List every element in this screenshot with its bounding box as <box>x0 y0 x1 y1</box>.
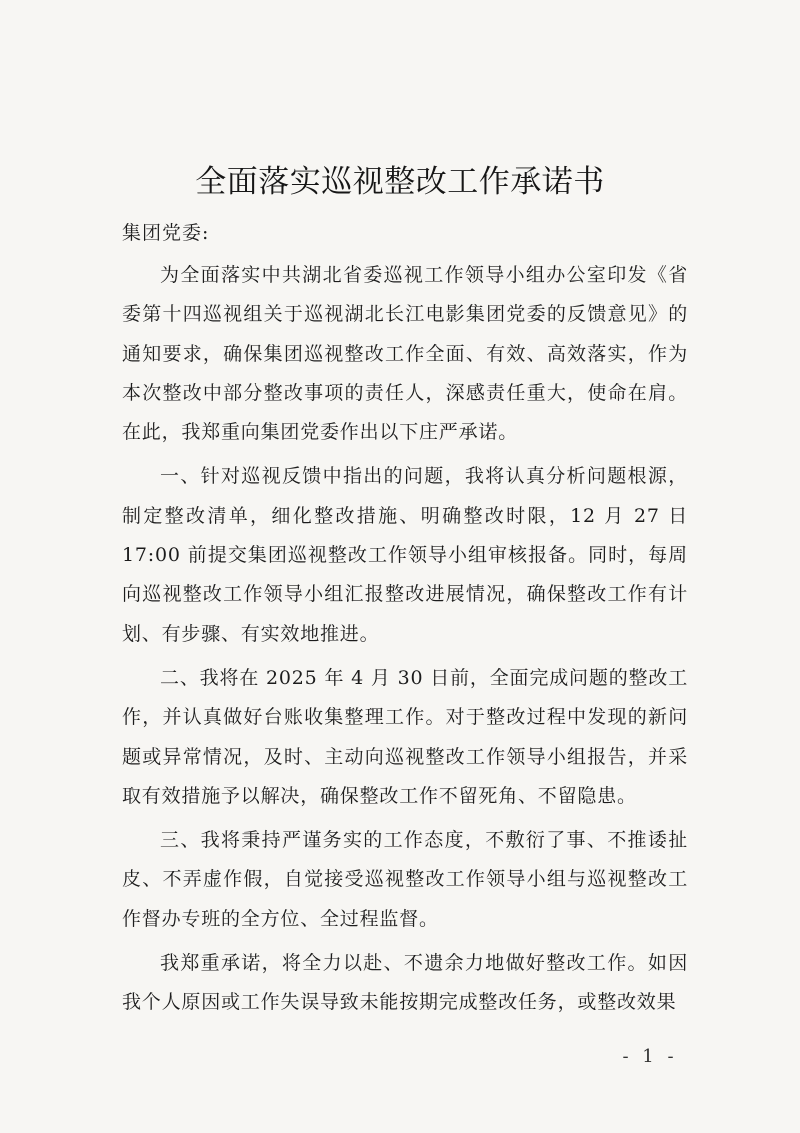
paragraph-commitment-3: 三、我将秉持严谨务实的工作态度，不敷衍了事、不推诿扯皮、不弄虚作假，自觉接受巡视整改工作领导小组与巡视整改工作督办专班的全方位、全过程监督。 <box>122 829 688 930</box>
paragraph-intro: 为全面落实中共湖北省委巡视工作领导小组办公室印发《省委第十四巡视组关于巡视湖北长江电影集团党委的反馈意见》的通知要求，确保集团巡视整改工作全面、有效、高效落实，作为本次整改中部分整改事项的责任人，深感责任重大，使命在肩。在此，我郑重向集团党委作出以下庄严承诺。 <box>122 264 688 444</box>
page-number: - 1 - <box>622 1046 678 1067</box>
document-body <box>122 256 688 1028</box>
paragraph-commitment-1: 一、针对巡视反馈中指出的问题，我将认真分析问题根源，制定整改清单，细化整改措施、明确整改时限，12 月 27 日 17:00 前提交集团巡视整改工作领导小组审核报备。同时，每周向巡视整改工作领导小组汇报整改进展情况，确保整改工作有计划、有步骤、有实效地推进。 <box>122 465 688 645</box>
document-title: 全面落实巡视整改工作承诺书 <box>195 164 605 200</box>
paragraph-commitment-2: 二、我将在 2025 年 4 月 30 日前，全面完成问题的整改工作，并认真做好台账收集整理工作。对于整改过程中发现的新问题或异常情况，及时、主动向巡视整改工作领导小组报告，并采取有效措施予以解决，确保整改工作不留死角、不留隐患。 <box>122 666 688 807</box>
salutation: 集团党委: <box>122 222 210 244</box>
paragraph-pledge: 我郑重承诺，将全力以赴、不遗余力地做好整改工作。如因我个人原因或工作失误导致未能按期完成整改任务，或整改效果 <box>122 952 688 1014</box>
